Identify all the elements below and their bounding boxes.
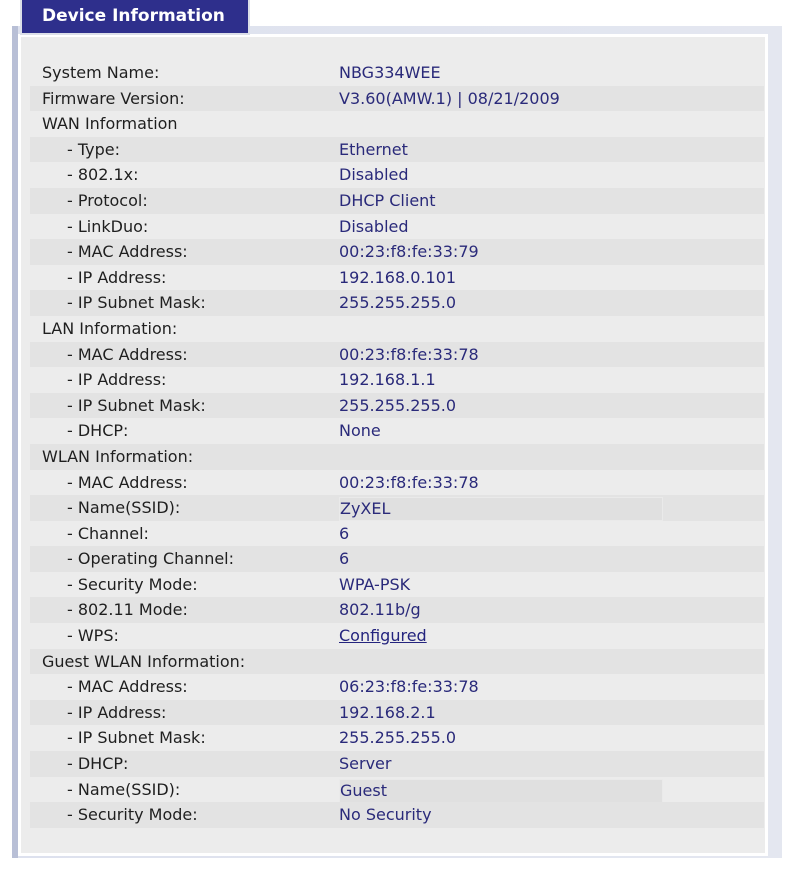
row-label: - 802.11 Mode: bbox=[67, 600, 188, 620]
row-value: ZyXEL bbox=[339, 497, 663, 521]
row-value: NBG334WEE bbox=[339, 63, 441, 82]
table-row bbox=[30, 137, 764, 163]
row-label: WLAN Information: bbox=[42, 446, 194, 466]
row-label: Firmware Version: bbox=[42, 88, 185, 108]
row-label: - MAC Address: bbox=[67, 677, 188, 697]
row-label: - Channel: bbox=[67, 523, 149, 543]
table-row bbox=[30, 60, 764, 86]
row-value: V3.60(AMW.1) | 08/21/2009 bbox=[339, 88, 560, 108]
row-value: 06:23:f8:fe:33:78 bbox=[339, 677, 479, 697]
row-value: 255.255.255.0 bbox=[339, 728, 457, 748]
table-row bbox=[30, 316, 764, 342]
row-label: - MAC Address: bbox=[67, 472, 188, 492]
row-label: - Name(SSID): bbox=[67, 779, 181, 799]
row-label: - DHCP: bbox=[67, 754, 129, 774]
row-value: No Security bbox=[339, 805, 432, 825]
row-value: None bbox=[339, 421, 381, 441]
row-label: - MAC Address: bbox=[67, 242, 188, 262]
device-info-tab bbox=[20, 0, 250, 35]
table-row bbox=[30, 342, 764, 368]
table-row bbox=[30, 470, 764, 496]
table-row bbox=[30, 777, 764, 803]
row-label: LAN Information: bbox=[42, 318, 178, 338]
row-label: - IP Subnet Mask: bbox=[67, 728, 206, 748]
row-value: 00:23:f8:fe:33:78 bbox=[339, 472, 479, 492]
table-row bbox=[30, 188, 764, 214]
table-row bbox=[30, 239, 764, 265]
row-label: - IP Address: bbox=[67, 702, 167, 722]
row-value: 192.168.1.1 bbox=[339, 370, 436, 390]
table-row bbox=[30, 265, 764, 291]
row-label: - IP Subnet Mask: bbox=[67, 293, 206, 313]
table-row bbox=[30, 495, 764, 521]
row-value: 255.255.255.0 bbox=[339, 293, 457, 313]
row-value: 192.168.2.1 bbox=[339, 702, 436, 722]
table-row bbox=[30, 444, 764, 470]
row-label: - Security Mode: bbox=[67, 805, 198, 825]
row-label: System Name: bbox=[42, 63, 160, 82]
row-value: Disabled bbox=[339, 216, 409, 236]
row-value: Guest bbox=[339, 779, 663, 803]
row-label: - 802.1x: bbox=[67, 165, 139, 185]
panel-title: Device Information bbox=[42, 6, 225, 26]
table-row bbox=[30, 111, 764, 137]
row-label: - DHCP: bbox=[67, 421, 129, 441]
row-value: Ethernet bbox=[339, 139, 408, 159]
row-value: 802.11b/g bbox=[339, 600, 421, 620]
table-row bbox=[30, 572, 764, 598]
row-value: WPA-PSK bbox=[339, 574, 411, 594]
row-value: 6 bbox=[339, 549, 350, 569]
row-value: 00:23:f8:fe:33:79 bbox=[339, 242, 479, 262]
table-row bbox=[30, 623, 764, 649]
table-row bbox=[30, 674, 764, 700]
table-row bbox=[30, 521, 764, 547]
table-row bbox=[30, 597, 764, 623]
row-label: - IP Subnet Mask: bbox=[67, 395, 206, 415]
row-label: - Protocol: bbox=[67, 190, 148, 210]
row-label: Guest WLAN Information: bbox=[42, 651, 246, 671]
row-label: - IP Address: bbox=[67, 267, 167, 287]
row-label: - Operating Channel: bbox=[67, 549, 235, 569]
row-label: WAN Information bbox=[42, 114, 178, 134]
row-label: - IP Address: bbox=[67, 370, 167, 390]
table-row bbox=[30, 214, 764, 240]
row-value: Disabled bbox=[339, 165, 409, 185]
row-label: - Security Mode: bbox=[67, 574, 198, 594]
row-label: - Type: bbox=[67, 139, 120, 159]
table-row bbox=[30, 802, 764, 828]
table-row bbox=[30, 649, 764, 675]
wps-status-link[interactable]: Configured bbox=[339, 626, 427, 646]
row-value: 192.168.0.101 bbox=[339, 267, 457, 287]
table-row bbox=[30, 546, 764, 572]
row-value: 6 bbox=[339, 523, 350, 543]
info-table bbox=[30, 60, 764, 828]
table-row bbox=[30, 367, 764, 393]
row-label: - WPS: bbox=[67, 626, 119, 646]
table-row bbox=[30, 725, 764, 751]
table-row bbox=[30, 418, 764, 444]
row-label: - LinkDuo: bbox=[67, 216, 149, 236]
row-value: 255.255.255.0 bbox=[339, 395, 457, 415]
row-label: - Name(SSID): bbox=[67, 498, 181, 518]
row-value: Server bbox=[339, 754, 392, 774]
table-row bbox=[30, 290, 764, 316]
table-row bbox=[30, 86, 764, 112]
row-value: DHCP Client bbox=[339, 190, 436, 210]
table-row bbox=[30, 393, 764, 419]
row-label: - MAC Address: bbox=[67, 344, 188, 364]
row-value: 00:23:f8:fe:33:78 bbox=[339, 344, 479, 364]
table-row bbox=[30, 751, 764, 777]
table-row bbox=[30, 700, 764, 726]
table-row bbox=[30, 162, 764, 188]
